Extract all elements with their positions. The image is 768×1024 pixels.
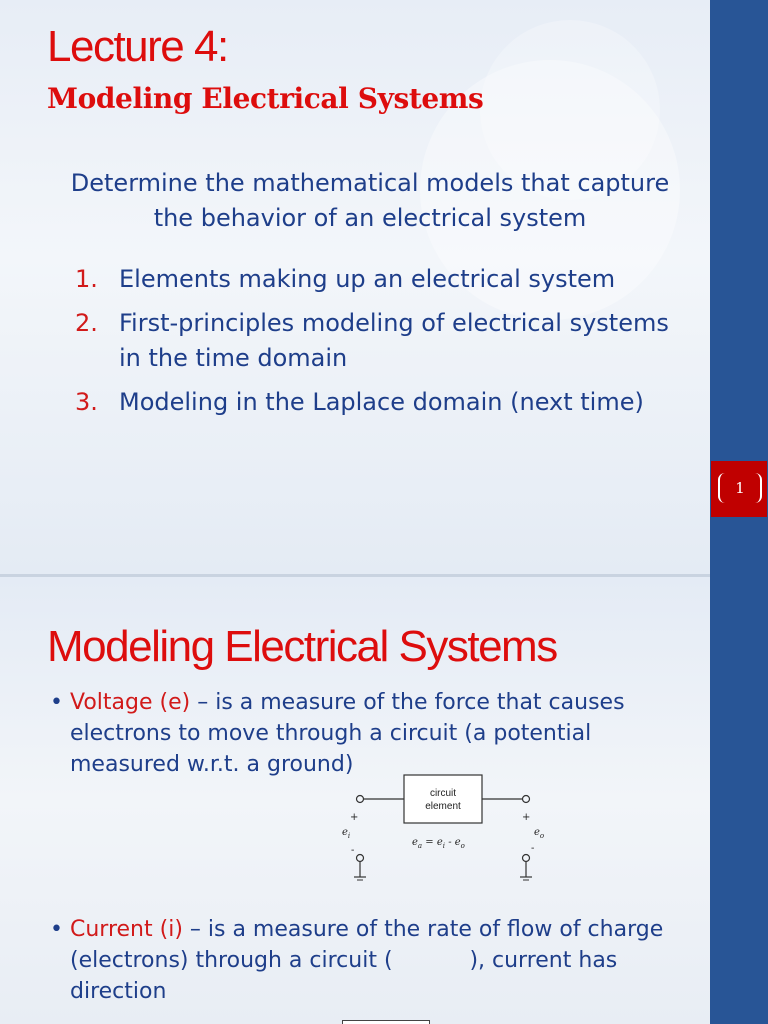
list-item bbox=[75, 306, 675, 376]
lecture-title: Lecture 4: bbox=[47, 22, 228, 71]
eo-label: $e_o$ bbox=[534, 827, 545, 840]
bullet-text: – is a measure of the rate of flow of charge (electrons) through a circuit ( ), current has direction bbox=[70, 917, 671, 1004]
list-item-text: Modeling in the Laplace domain (next time) bbox=[119, 388, 644, 416]
slide-title: Modeling Electrical Systems bbox=[47, 622, 557, 671]
bullet-current bbox=[50, 914, 690, 1007]
minus-right: - bbox=[531, 843, 535, 854]
lecture-subtitle: Modeling Electrical Systems bbox=[47, 82, 484, 115]
page-number-badge bbox=[711, 461, 767, 517]
slide-2[interactable] bbox=[0, 577, 710, 1024]
bullet-term: Current (i) bbox=[70, 917, 183, 942]
bullet-dot-icon: • bbox=[50, 917, 63, 942]
page-number: 1 bbox=[718, 473, 762, 503]
intro-text: Determine the mathematical models that capture the behavior of an electrical system bbox=[70, 169, 670, 232]
plus-right: + bbox=[522, 812, 531, 823]
bullet-text: – is a measure of the force that causes electrons to move through a circuit (a potential measured w.r.t. a ground) bbox=[70, 690, 625, 777]
ei-label: $e_i$ bbox=[342, 827, 351, 840]
list-item bbox=[75, 262, 675, 297]
list-item-text: Elements making up an electrical system bbox=[119, 265, 616, 293]
minus-left: - bbox=[351, 845, 355, 856]
circuit-diagram bbox=[338, 772, 558, 887]
list-number: 3. bbox=[75, 388, 98, 416]
plus-left: + bbox=[350, 812, 359, 823]
list-item bbox=[75, 385, 675, 420]
bullet-voltage bbox=[50, 687, 690, 780]
list-number: 1. bbox=[75, 265, 98, 293]
element-label-1: circuit bbox=[429, 788, 457, 799]
element-label-2: element bbox=[425, 801, 461, 812]
voltage-equation: $e_a = e_i - e_o$ bbox=[412, 837, 465, 850]
bullet-term: Voltage (e) bbox=[70, 690, 191, 715]
topic-list bbox=[75, 262, 675, 429]
list-item-text: First-principles modeling of electrical systems in the time domain bbox=[119, 309, 669, 372]
bullet-dot-icon: • bbox=[50, 690, 63, 715]
circuit-element-partial bbox=[342, 1020, 430, 1024]
list-number: 2. bbox=[75, 309, 98, 337]
